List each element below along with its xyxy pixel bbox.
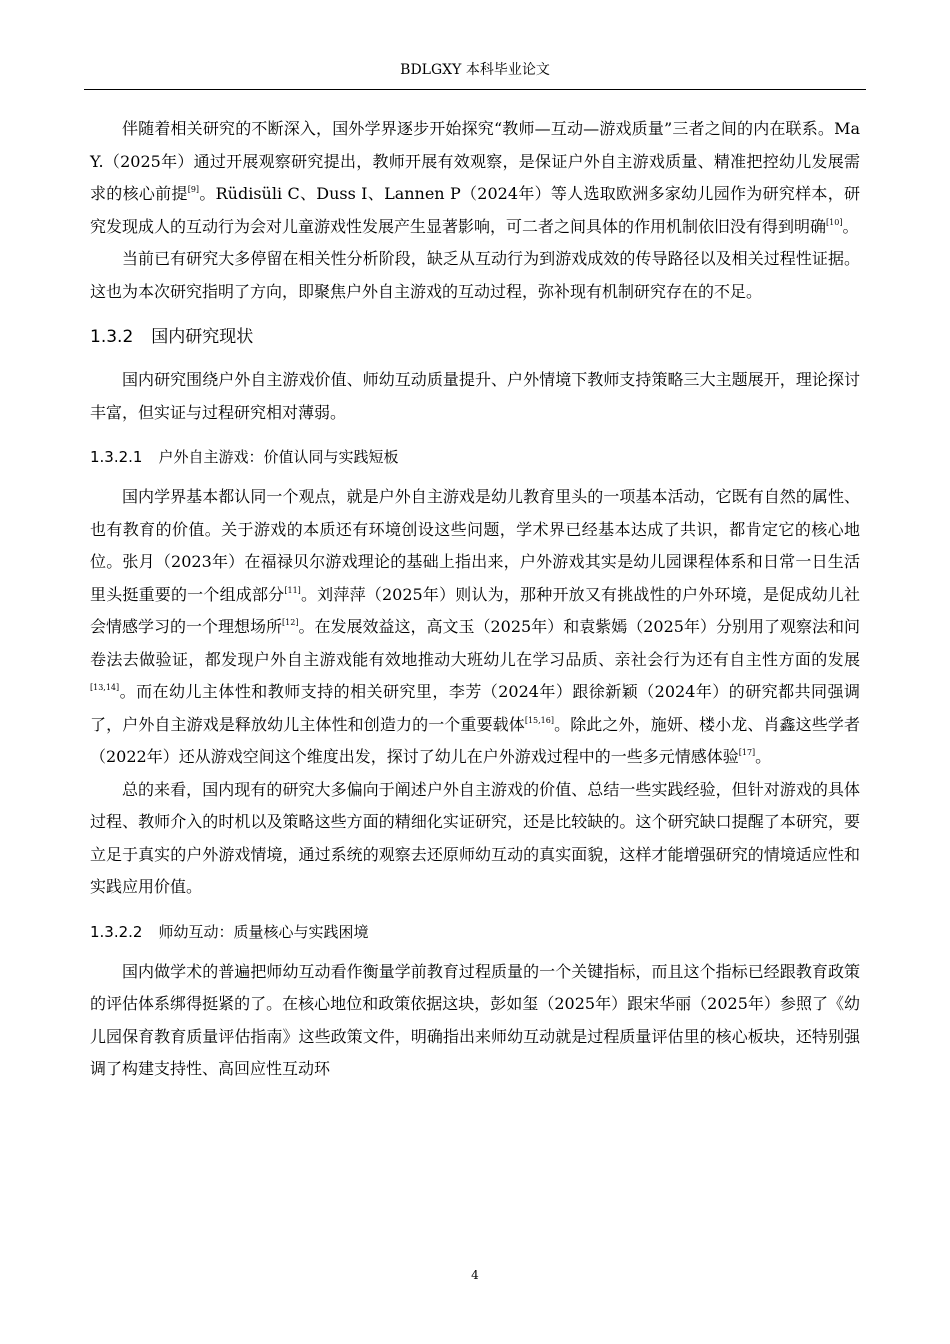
citation[interactable]: [9] [187,185,200,194]
paragraph: 国内做学术的普遍把师幼互动看作衡量学前教育过程质量的一个关键指标，而且这个指标已经跟教育政策的评估体系绑得挺紧的了。在核心地位和政策依据这块，彭如玺（2025年）跟宋华丽（2025年）参照了《幼儿园保育教育质量评估指南》这些政策文件，明确指出来师幼互动就是过程质量评估里的核心板块，还特别强调了构建支持性、高回应性互动环 [90,961,860,1078]
citation[interactable]: [11] [284,585,301,595]
citation[interactable]: [13,14] [90,683,120,692]
section-number: 1.3.2.1 [90,448,143,466]
header-divider [84,89,866,90]
document-body [90,113,860,1086]
page-number: 4 [471,1268,479,1282]
citation[interactable]: [15,16] [524,715,554,725]
section-heading-1-3-2-1 [90,443,860,471]
section-heading-1-3-2 [90,322,860,352]
section-number: 1.3.2 [90,327,134,347]
paragraph: 国内学界基本都认同一个观点，就是户外自主游戏是幼儿教育里头的一项基本活动，它既有自然的属性、也有教育的价值。关于游戏的本质还有环境创设这些问题，学术界已经基本达成了共识，都肯定它的核心地位。张月（2023年）在福禄贝尔游戏理论的基础上指出来，户外游戏其实是幼儿园课程体系和日常一日生活里头挺重要的一个组成部分[11]。刘萍萍（2025年）则认为，那种开放又有挑战性的户外环境，是促成幼儿社会情感学习的一个理想场所[12]。在发展效益这，高文玉（2025年）和袁紫嫣（2025年）分别用了观察法和问卷法去做验证，都发现户外自主游戏能有效地推动大班幼儿在学习品质、亲社会行为还有自主性方面的发展[13,14]。而在幼儿主体性和教师支持的相关研究里，李芳（2024年）跟徐新颖（2024年）的研究都共同强调了，户外自主游戏是释放幼儿主体性和创造力的一个重要载体[15,16]。除此之外，施妍、楼小龙、肖鑫这些学者（2022年）还从游戏空间这个维度出发，探讨了幼儿在户外游戏过程中的一些多元情感体验[17]。 [90,487,860,766]
paragraph: 当前已有研究大多停留在相关性分析阶段，缺乏从互动行为到游戏成效的传导路径以及相关过程性证据。这也为本次研究指明了方向，即聚焦户外自主游戏的互动过程，弥补现有机制研究存在的不足。 [90,249,860,301]
paragraph: 国内研究围绕户外自主游戏价值、师幼互动质量提升、户外情境下教师支持策略三大主题展开，理论探讨丰富，但实证与过程研究相对薄弱。 [90,370,860,422]
paragraph: 总的来看，国内现有的研究大多偏向于阐述户外自主游戏的价值、总结一些实践经验，但针对游戏的具体过程、教师介入的时机以及策略这些方面的精细化实证研究，还是比较缺的。这个研究缺口提醒了本研究，要立足于真实的户外游戏情境，通过系统的观察去还原师幼互动的真实面貌，这样才能增强研究的情境适应性和实践应用价值。 [90,779,860,896]
section-title: 户外自主游戏：价值认同与实践短板 [158,448,399,466]
citation[interactable]: [10] [826,217,843,227]
section-heading-1-3-2-2 [90,918,860,946]
paragraph: 伴随着相关研究的不断深入，国外学界逐步开始探究“教师—互动—游戏质量”三者之间的内在联系。Ma Y.（2025年）通过开展观察研究提出，教师开展有效观察，是保证户外自主游戏质量、精准把控幼儿发展需求的核心前提[9]。Rüdisüli C、Duss I、Lannen P（2024年）等人选取欧洲多家幼儿园作为研究样本，研究发现成人的互动行为会对儿童游戏性发展产生显著影响，可二者之间具体的作用机制依旧没有得到明确[10]。 [90,119,860,236]
citation[interactable]: [12] [282,618,299,627]
section-title: 师幼互动：质量核心与实践困境 [158,922,369,941]
running-header: BDLGXY 本科毕业论文 [400,62,550,78]
section-number: 1.3.2.2 [90,922,143,941]
section-title: 国内研究现状 [151,327,254,347]
citation[interactable]: [17] [738,748,756,757]
